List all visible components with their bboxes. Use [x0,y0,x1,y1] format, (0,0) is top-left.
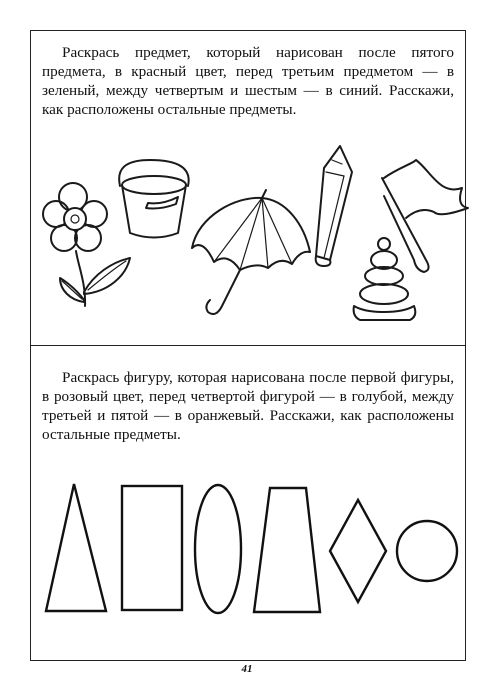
umbrella-icon [192,190,310,314]
task-1-text: Раскрась предмет, который нарисован после пятого предмета, в красный цвет, перед третьим предметом — в зеленый, между четвертым и шестым — в синий. Расскажи, как расположены остальные предметы. [42,44,454,118]
page-number: 41 [241,663,253,675]
rectangle-shape [122,486,182,610]
bucket-icon [119,160,189,238]
triangle-shape [46,484,106,611]
oval-shape [195,485,241,613]
pencil-icon [316,146,352,266]
pyramid-toy-icon [354,238,416,320]
rhombus-shape [330,500,386,602]
flower-icon [43,183,130,306]
task-2-text: Раскрась фигуру, которая нарисована после первой фигуры, в розовый цвет, перед четвертой фигурой — в голубой, между третьей и пятой — в оранжевый. Расскажи, как расположены остальные предметы. [42,369,454,443]
trapezoid-shape [254,488,320,612]
circle-shape [397,521,457,581]
